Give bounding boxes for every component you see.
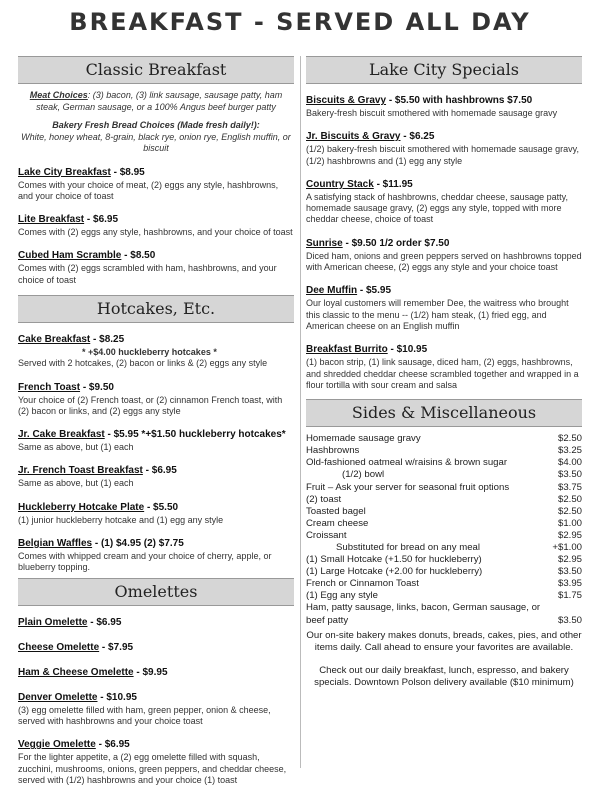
item-name: Jr. French Toast Breakfast: [18, 465, 143, 477]
item-desc: For the lighter appetite, a (2) egg omelette filled with squash, zucchini, mushrooms, onions, green peppers, and cheddar cheese, served with (1/2) hashbrowns and your choice (1) toast: [18, 752, 287, 785]
item-desc: Our loyal customers will remember Dee, the waitress who brought this classic to the menu -- (1/2) ham steak, (1) fried egg, and American cheese on an English muffin: [306, 298, 569, 331]
item-name: Plain Omelette: [18, 616, 88, 628]
item-name: Cubed Ham Scramble: [18, 250, 122, 262]
item-desc: (1) bacon strip, (1) link sausage, diced ham, (2) eggs, hashbrowns, and shredded cheddar cheese scrambled together and wrapped in a flour tortilla with sour cream and salsa: [306, 357, 579, 390]
item-name: Breakfast Burrito: [306, 344, 388, 356]
side-name: (2) toast: [306, 493, 342, 505]
meat-choices: [18, 90, 294, 113]
left-column: [18, 56, 294, 786]
item-price: - $9.95: [133, 666, 168, 678]
column-divider: [300, 56, 301, 768]
item-desc: Bakery-fresh biscuit smothered with homemade sausage gravy: [306, 108, 558, 118]
side-name: Toasted bagel: [306, 505, 366, 517]
side-name: (1) Small Hotcake (+1.50 for huckleberry): [306, 554, 482, 566]
lake-city-specials-header: Lake City Specials: [306, 56, 582, 84]
sides-row: [306, 542, 582, 554]
bread-choices-text: White, honey wheat, 8-grain, black rye, onion rye, English muffin, or biscuit: [21, 131, 291, 153]
item-desc: Served with 2 hotcakes, (2) bacon or links & (2) eggs any style: [18, 358, 268, 369]
side-name: Old-fashioned oatmeal w/raisins & brown sugar: [306, 457, 508, 469]
menu-item: [18, 734, 294, 786]
side-price: $3.50: [557, 614, 582, 626]
sides-row: [306, 566, 582, 578]
item-price: - $5.95 *+$1.50 huckleberry hotcakes*: [104, 429, 286, 441]
item-price: - $9.50: [80, 381, 114, 393]
side-name: Croissant: [306, 529, 347, 541]
menu-item: [18, 162, 294, 203]
item-desc: Comes with (2) eggs any style, hashbrowns, and your choice of toast: [18, 227, 293, 238]
sides-row: [306, 615, 582, 627]
item-desc: Same as above, but (1) each: [18, 478, 134, 489]
item-name: Denver Omelette: [18, 691, 98, 703]
sides-row: [306, 578, 582, 590]
menu-item: [18, 637, 294, 655]
menu-item: [18, 377, 294, 418]
menu-item: [18, 497, 294, 526]
side-price: $4.00: [557, 457, 582, 469]
side-price: $2.50: [557, 433, 582, 445]
menu-item: [18, 612, 294, 630]
side-price: +$1.00: [552, 542, 582, 553]
side-name: (1) Large Hotcake (+2.00 for huckleberry): [306, 566, 483, 578]
side-price: $3.75: [557, 481, 582, 493]
side-name: Cream cheese: [306, 517, 369, 529]
meat-choices-label: Meat Choices: [29, 90, 88, 100]
side-name: (1/2) bowl: [342, 469, 385, 481]
meat-choices-text: : (3) bacon, (3) link sausage, sausage patty, ham steak, German sausage, or a 100% Angus beef burger patty: [36, 90, 283, 112]
bakery-note: Our on-site bakery makes donuts, breads, cakes, pies, and other items daily. Call ahead to ensure your favorites are available.: [306, 629, 582, 653]
specials-note: Check out our daily breakfast, lunch, espresso, and bakery specials. Downtown Polson delivery available ($10 minimum): [314, 664, 574, 688]
side-price: $2.50: [557, 505, 582, 517]
item-name: Lite Breakfast: [18, 214, 85, 226]
menu-item: [18, 460, 294, 489]
side-name: (1) Egg any style: [306, 590, 378, 602]
side-price: $2.95: [557, 554, 582, 566]
item-price: - $7.95: [99, 641, 134, 653]
menu-item: [306, 280, 582, 332]
classic-breakfast-header: Classic Breakfast: [18, 56, 294, 84]
item-desc: (1) junior huckleberry hotcake and (1) egg any style: [18, 514, 224, 525]
side-price: $3.25: [557, 445, 582, 457]
menu-item: [306, 233, 582, 274]
item-price: - $8.25: [90, 333, 125, 345]
item-price: - $5.50 with hashbrowns $7.50: [386, 95, 533, 106]
item-price: - (1) $4.95 (2) $7.75: [92, 538, 184, 550]
item-name: Jr. Cake Breakfast: [18, 429, 105, 441]
item-desc: Comes with whipped cream and your choice of cherry, apple, or blueberry topping.: [18, 551, 272, 573]
item-desc: Comes with (2) eggs scrambled with ham, hashbrowns, and your choice of toast: [18, 263, 277, 285]
bread-choices-label: Bakery Fresh Bread Choices (Made fresh daily!):: [52, 120, 260, 130]
sides-row: [306, 482, 582, 494]
sides-row: [306, 469, 582, 481]
menu-item: [306, 174, 582, 226]
item-price: - $6.95: [142, 465, 177, 477]
item-price: - $9.50 1/2 order $7.50: [342, 237, 450, 249]
item-desc: A satisfying stack of hashbrowns, cheddar cheese, sausage patty, homemade sausage gravy, (2) eggs any style, topped with more cheddar cheese, choice of toast: [306, 191, 568, 225]
sides-row: [306, 530, 582, 542]
menu-item: [18, 687, 294, 728]
menu-item: [18, 533, 294, 574]
page-title: BREAKFAST - SERVED ALL DAY: [69, 8, 531, 36]
side-name: Fruit – Ask your server for seasonal fruit options: [306, 481, 510, 493]
item-desc: Same as above, but (1) each: [18, 442, 134, 453]
sides-row: [306, 457, 582, 469]
sides-row: [306, 518, 582, 530]
item-name: Biscuits & Gravy: [306, 95, 387, 106]
item-name: Cheese Omelette: [18, 641, 100, 653]
item-name: Jr. Biscuits & Gravy: [306, 131, 401, 143]
side-name: Substituted for bread on any meal: [336, 542, 480, 553]
side-name: French or Cinnamon Toast: [306, 578, 419, 590]
item-price: - $6.25: [400, 131, 435, 143]
item-price: - $11.95: [373, 178, 413, 190]
side-price: $1.75: [557, 590, 582, 602]
item-price: - $6.95: [84, 214, 119, 226]
hotcakes-header: Hotcakes, Etc.: [18, 295, 294, 323]
sides-row: [306, 494, 582, 506]
menu-item: [306, 90, 582, 119]
item-desc: (1/2) bakery-fresh biscuit smothered with homemade sausage gravy, (1/2) hashbrowns and (1) egg any style: [306, 144, 579, 166]
sides-row: [306, 506, 582, 518]
item-name: Sunrise: [306, 237, 343, 249]
sides-row: [306, 554, 582, 566]
side-price: $2.95: [557, 529, 582, 541]
bread-choices: [18, 120, 294, 155]
item-desc: Comes with your choice of meat, (2) eggs any style, hashbrowns, and your choice of toast: [18, 179, 279, 201]
item-price: - $5.50: [144, 501, 179, 513]
item-name: Veggie Omelette: [18, 739, 96, 751]
menu-item: [306, 339, 582, 391]
item-desc: Diced ham, onions and green peppers served on hashbrowns topped with American cheese, (2) eggs any style and your choice toast: [306, 250, 582, 273]
item-name: Cake Breakfast: [18, 333, 91, 345]
side-name: beef patty: [306, 614, 349, 626]
menu-item: [306, 126, 582, 167]
item-price: - $8.95: [110, 166, 145, 178]
omelettes-header: Omelettes: [18, 578, 294, 606]
right-column: [306, 56, 582, 689]
menu-item: [18, 662, 294, 680]
sides-row: [306, 433, 582, 445]
sides-row: [306, 590, 582, 602]
side-price: $3.50: [557, 566, 582, 578]
item-name: French Toast: [18, 381, 81, 393]
side-name: Hashbrowns: [306, 445, 360, 457]
menu-item: [18, 329, 294, 370]
item-price: - $5.95: [357, 285, 392, 297]
sides-row: [306, 602, 582, 614]
item-name: Ham & Cheese Omelette: [18, 666, 134, 678]
side-price: $2.50: [557, 493, 582, 505]
side-price: $1.00: [557, 517, 582, 529]
item-extra: * +$4.00 huckleberry hotcakes *: [82, 346, 217, 357]
sides-list: [306, 433, 582, 627]
item-name: Lake City Breakfast: [18, 166, 111, 178]
menu-item: [18, 209, 294, 238]
side-name: Ham, patty sausage, links, bacon, German sausage, or: [306, 602, 541, 614]
item-name: Country Stack: [306, 178, 374, 190]
sides-row: [306, 445, 582, 457]
item-name: Huckleberry Hotcake Plate: [18, 501, 145, 513]
item-price: - $6.95: [95, 739, 130, 751]
side-price: $3.50: [557, 469, 582, 481]
side-price: $3.95: [557, 578, 582, 590]
menu-item: [18, 424, 294, 453]
item-price: - $8.50: [121, 250, 156, 262]
item-name: Belgian Waffles: [18, 538, 93, 550]
item-desc: Your choice of (2) French toast, or (2) cinnamon French toast, with (2) bacon or links, and (2) eggs any style: [18, 394, 283, 416]
side-name: Homemade sausage gravy: [306, 433, 421, 445]
item-desc: (3) egg omelette filled with ham, green pepper, onion & cheese, served with hashbrowns and your choice toast: [18, 704, 271, 726]
item-price: - $10.95: [97, 691, 137, 703]
item-price: - $10.95: [387, 344, 428, 356]
item-price: - $6.95: [87, 616, 122, 628]
menu-item: [18, 245, 294, 286]
item-name: Dee Muffin: [306, 285, 358, 297]
sides-header: Sides & Miscellaneous: [306, 399, 582, 427]
